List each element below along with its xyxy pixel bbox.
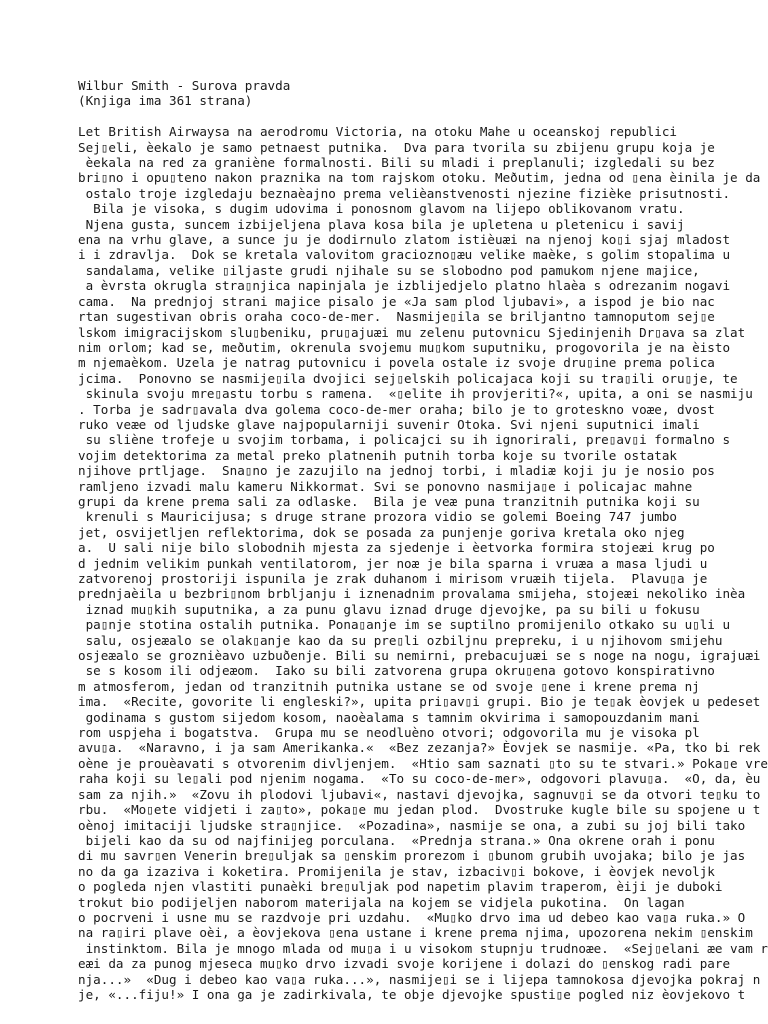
text-line: èekala na red za graniène formalnosti. Bili su mladi i preplanuli; izgledali su bez [78,155,715,171]
text-line: sam za njih.» «Zovu ih plodovi ljubavi«, nastavi djevojka, sagnuv▯i se da otvori te▯ku to [78,786,761,802]
text-line: nja...» «Dug i debeo kao va▯a ruka...», nasmije▯i se i lijepa tamnokosa djevojka pokraj n [78,971,761,987]
text-line: a. U sali nije bilo slobodnih mjesta za sjedenje i èetvorka formira stojeæi krug po [78,540,715,556]
text-line: o pocrveni i usne mu se razdvoje pri uzdahu. «Mu▯ko drvo ima ud debeo kao va▯a ruka.» O [78,909,746,925]
text-line: ostalo troje izgledaju beznaèajno prema velièanstvenosti njezine fizièke prisutnosti. [78,185,731,201]
text-line: m njemaèkom. Uzela je natrag putovnicu i povela ostale iz svoje dru▯ine prema polica [78,355,715,371]
text-line: Let British Airwaysa na aerodromu Victoria, na otoku Mahe u oceanskoj republici [78,124,677,140]
text-line: oènoj imitaciji ljudske stra▯njice. «Pozadina», nasmije se ona, a zubi su joj bili tako [78,817,746,833]
text-line: lskom imigracijskom slu▯beniku, pru▯ajuæi mu zelenu putovnicu Sjedinjenih Dr▯ava sa zlat [78,324,746,340]
text-line: d jednim velikim punkah ventilatorom, jer noæ je bila sparna i vruæa a masa ljudi u [78,555,708,571]
text-line: eæi da za punog mjeseca mu▯ko drvo izvadi svoje korijene i dolazi do ▯enskog radi pare [78,956,731,972]
document-text [78,78,768,1002]
text-line: ena na vrhu glave, a sunce ju je dodirnulo zlatom istièuæi na njenoj ko▯i sjaj mladost [78,232,731,248]
text-line: trokut bio podijeljen naborom materijala na kojem se vidjela pukotina. On lagan [78,894,685,910]
text-line: se s kosom ili odjeæom. Iako su bili zatvorena grupa okru▯ena gotovo konspirativno [78,663,715,679]
text-line: rtan sugestivan obris oraha coco-de-mer. Nasmije▯ila se briljantno tamnoputom sej▯e [78,309,715,325]
text-line: osjeæalo se groznièavo uzbuðenje. Bili su nemirni, prebacujuæi se s noge na nogu, igrajuæi [78,648,761,664]
text-line: salu, osjeæalo se olak▯anje kao da su pre▯li ozbiljnu prepreku, i u njihovom smijehu [78,632,723,648]
text-line: krenuli s Mauricijusa; s druge strane prozora vidio se golemi Boeing 747 jumbo [78,509,677,525]
text-line: godinama s gustom sijedom kosom, naoèalama s tamnim okvirima i samopouzdanim mani [78,709,700,725]
text-line: ruko veæe od ljudske glave najpopularniji suvenir Otoka. Svi njeni suputnici imali [78,416,700,432]
body-text [78,124,768,1002]
text-line: a èvrsta okrugla stra▯njica napinjala je izblijedjelo platno hlaèa s odrezanim nogavi [78,278,731,294]
text-line: rbu. «Mo▯ete vidjeti i za▯to», poka▯e mu jedan plod. Dvostruke kugle bile su spojene u t [78,802,761,818]
text-line: je, «...fiju!» I ona ga je zadirkivala, te obje djevojke spusti▯e pogled niz èovjekovo t [78,986,746,1002]
text-line: zatvorenoj prostoriji ispunila je zrak duhanom i mirisom vruæih tijela. Plavu▯a je [78,571,708,586]
text-line: raha koji su le▯ali pod njenim nogama. «To su coco-de-mer», odgovori plavu▯a. «O, da, èu [78,771,761,787]
text-line: m atmosferom, jedan od tranzitnih putnika ustane se od svoje ▯ene i krene prema nj [78,678,700,694]
text-line: vojim detektorima za metal preko platnenih putnih torba koje su tvorile ostatak [78,447,677,463]
text-line: i i zdravlja. Dok se kretala valovitom graciozno▯æu velike maèke, s golim stopalima u [78,247,731,263]
text-line: ramljeno izvadi malu kameru Nikkormat. Svi se ponovno nasmija▯e i policajac mahne [78,478,693,494]
text-line: Bila je visoka, s dugim udovima i ponosnom glavom na lijepo oblikovanom vratu. [78,201,685,217]
text-line: instinktom. Bila je mnogo mlada od mu▯a i u visokom stupnju trudnoæe. «Sej▯elani æe vam r [78,940,768,956]
book-title: Wilbur Smith - Surova pravda [78,78,291,93]
text-line: cama. Na prednjoj strani majice pisalo je «Ja sam plod ljubavi», a ispod je bio nac [78,293,715,309]
text-line: su sliène trofeje u svojim torbama, i policajci su ih ignorirali, pre▯av▯i formalno s [78,432,731,448]
text-line: nim orlom; kad se, meðutim, okrenula svojemu mu▯kom suputniku, progovorila je na èisto [78,339,731,355]
text-line: no da ga izaziva i koketira. Promijenila je stav, izbaciv▯i bokove, i èovjek nevoljk [78,863,715,879]
text-line: Sej▯eli, èekalo je samo petnaest putnika. Dva para tvorila su zbijenu grupu koja je [78,139,715,155]
text-line: rom uspjeha i bogatstva. Grupa mu se neodluèno otvori; odgovorila mu je visoka pl [78,725,700,741]
text-line: di mu savr▯en Venerin bre▯uljak sa ▯enskim prorezom i ▯bunom grubih uvojaka; bilo je jas [78,848,746,864]
text-line: na ra▯iri plave oèi, a èovjekova ▯ena ustane i krene prema njima, upozorena nekim ▯enskim [78,925,753,941]
text-line: pa▯nje stotina ostalih putnika. Pona▯anje im se suptilno promijenilo otkako su u▯li u [78,617,731,633]
text-line: o pogleda njen vlastiti punaèki bre▯uljak pod napetim plavim traperom, èiji je duboki [78,879,723,895]
page-count-note: (Knjiga ima 361 strana) [78,93,253,109]
text-line: Njena gusta, suncem izbijeljena plava kosa bila je upletena u pletenicu i savij [78,216,685,232]
text-line: njihove prtljage. Sna▯no je zazujilo na jednoj torbi, i mladiæ koji ju je nosio pos [78,463,715,479]
text-line: . Torba je sadr▯avala dva golema coco-de-mer oraha; bilo je to groteskno voæe, dvost [78,401,715,417]
text-line: oène je prouèavati s otvorenim divljenjem. «Htio sam saznati ▯to su te stvari.» Poka▯e vre [78,755,768,771]
text-line: avu▯a. «Naravno, i ja sam Amerikanka.« «Bez zezanja?» Èovjek se nasmije. «Pa, tko bi rek [78,740,761,756]
text-line: skinula svoju mre▯astu torbu s ramena. «▯elite ih provjeriti?«, upita, a oni se nasmiju [78,386,753,402]
text-line: jet, osvijetljen reflektorima, dok se posada za punjenje goriva kretala oko njeg [78,524,685,540]
paragraph-gap [78,109,768,124]
text-line: bri▯no i opu▯teno nakon praznika na tom rajskom otoku. Meðutim, jedna od ▯ena èinila je da [78,170,761,186]
text-line: bijeli kao da su od najfinijeg porculana. «Prednja strana.» Ona okrene orah i ponu [78,832,715,848]
text-line: jcima. Ponovno se nasmije▯ila dvojici sej▯elskih policajaca koji su tra▯ili oru▯je, te [78,370,738,386]
text-line: grupi da krene prema sali za odlaske. Bila je veæ puna tranzitnih putnika koji su [78,493,700,509]
text-line: sandalama, velike ▯iljaste grudi njihale su se slobodno pod pamukom njene majice, [78,262,700,278]
text-line: ima. «Recite, govorite li engleski?», upita pri▯av▯i grupi. Bio je te▯ak èovjek u pedeset [78,694,761,710]
text-line: prednjaèila u bezbri▯nom brbljanju i iznenadnim provalama smijeha, stojeæi nekoliko inèa [78,586,746,602]
text-line: iznad mu▯kih suputnika, a za punu glavu iznad druge djevojke, pa su bili u fokusu [78,601,700,617]
